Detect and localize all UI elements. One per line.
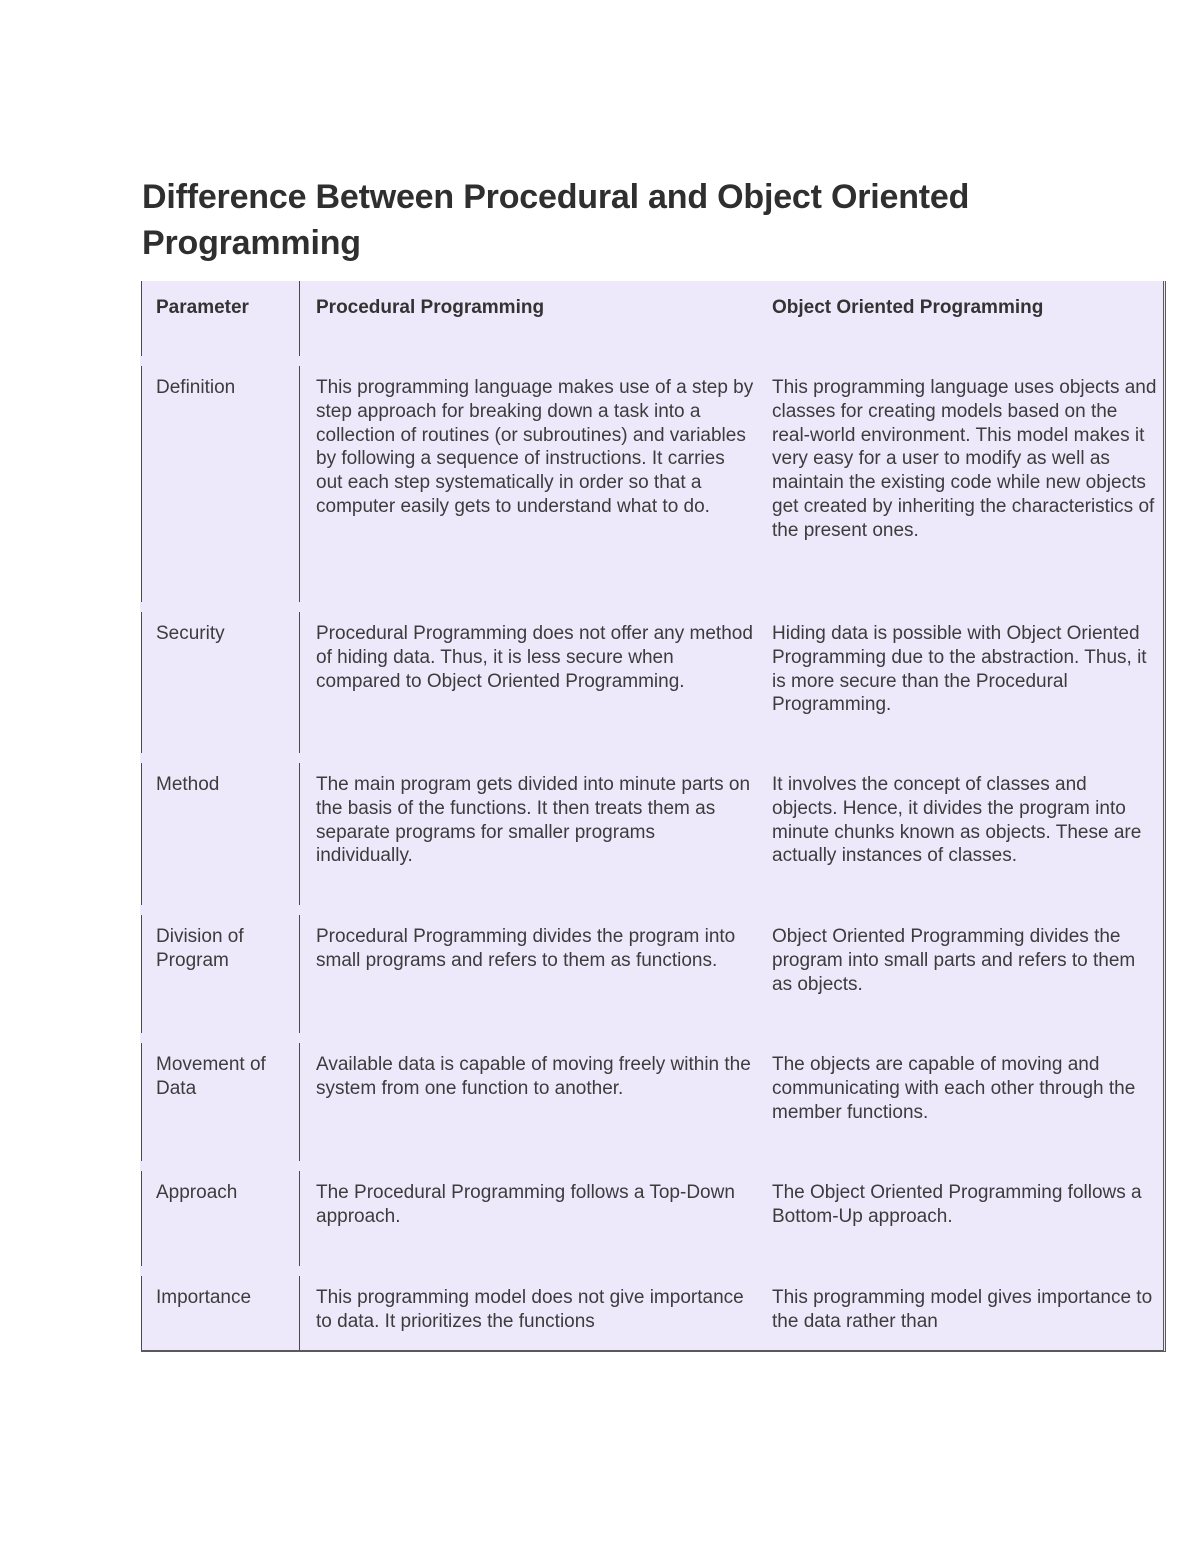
row-procedural: Available data is capable of moving freely within the system from one function to another. (316, 1054, 751, 1099)
row-gap (298, 356, 300, 366)
row-procedural: This programming language makes use of a step by step approach for breaking down a task into a collection of routines (or subroutines) and variables by following a sequence of instructions. It carries out each step systematically in order so that a computer easily gets to understand what to do. (316, 377, 754, 517)
row-parameter: Definition (156, 377, 236, 398)
header-parameter: Parameter (156, 297, 249, 318)
row-parameter: Division of Program (156, 926, 244, 971)
row-procedural: The Procedural Programming follows a Top-Down approach. (316, 1182, 735, 1227)
row-oop: The Object Oriented Programming follows a Bottom-Up approach. (772, 1182, 1142, 1227)
row-parameter: Importance (156, 1287, 252, 1308)
row-gap (140, 753, 142, 763)
row-oop: Object Oriented Programming divides the program into small parts and refers to them as objects. (772, 926, 1136, 995)
row-gap (140, 1266, 142, 1276)
row-oop: This programming language uses objects and classes for creating models based on the real-world environment. This model makes it very easy for a user to modify as well as maintain the existing code while new objects get created by inheriting the characteristics of the present ones. (772, 377, 1157, 541)
row-parameter: Approach (156, 1182, 238, 1203)
row-parameter: Movement of Data (156, 1054, 266, 1099)
row-procedural: This programming model does not give importance to data. It prioritizes the functions (316, 1287, 744, 1332)
row-procedural: Procedural Programming divides the program into small programs and refers to them as functions. (316, 926, 736, 971)
row-parameter: Security (156, 623, 225, 644)
table-left-border (141, 281, 142, 1350)
row-gap (140, 1033, 142, 1043)
row-gap (298, 753, 300, 763)
header-oop: Object Oriented Programming (772, 297, 1044, 318)
comparison-table (141, 281, 1166, 1352)
row-oop: It involves the concept of classes and objects. Hence, it divides the program into minute chunks known as objects. These are actually instances of classes. (772, 774, 1142, 867)
row-gap (140, 1161, 142, 1171)
header-procedural: Procedural Programming (316, 297, 545, 318)
row-oop: This programming model gives importance to the data rather than (772, 1287, 1153, 1332)
row-gap (298, 1161, 300, 1171)
row-gap (298, 905, 300, 915)
row-parameter: Method (156, 774, 220, 795)
row-procedural: Procedural Programming does not offer any method of hiding data. Thus, it is less secure when compared to Object Oriented Programming. (316, 623, 753, 692)
row-gap (140, 602, 142, 612)
page-title: Difference Between Procedural and Object Oriented Programming (142, 178, 970, 262)
row-gap (298, 1033, 300, 1043)
column-divider (299, 281, 300, 1350)
row-procedural: The main program gets divided into minute parts on the basis of the functions. It then treats them as separate programs for smaller programs individually. (316, 774, 751, 867)
row-gap (140, 356, 142, 366)
row-gap (140, 905, 142, 915)
row-oop: The objects are capable of moving and communicating with each other through the member functions. (772, 1054, 1136, 1123)
row-oop: Hiding data is possible with Object Oriented Programming due to the abstraction. Thus, it is more secure than the Procedural Programming. (772, 623, 1147, 716)
row-gap (298, 602, 300, 612)
row-gap (298, 1266, 300, 1276)
